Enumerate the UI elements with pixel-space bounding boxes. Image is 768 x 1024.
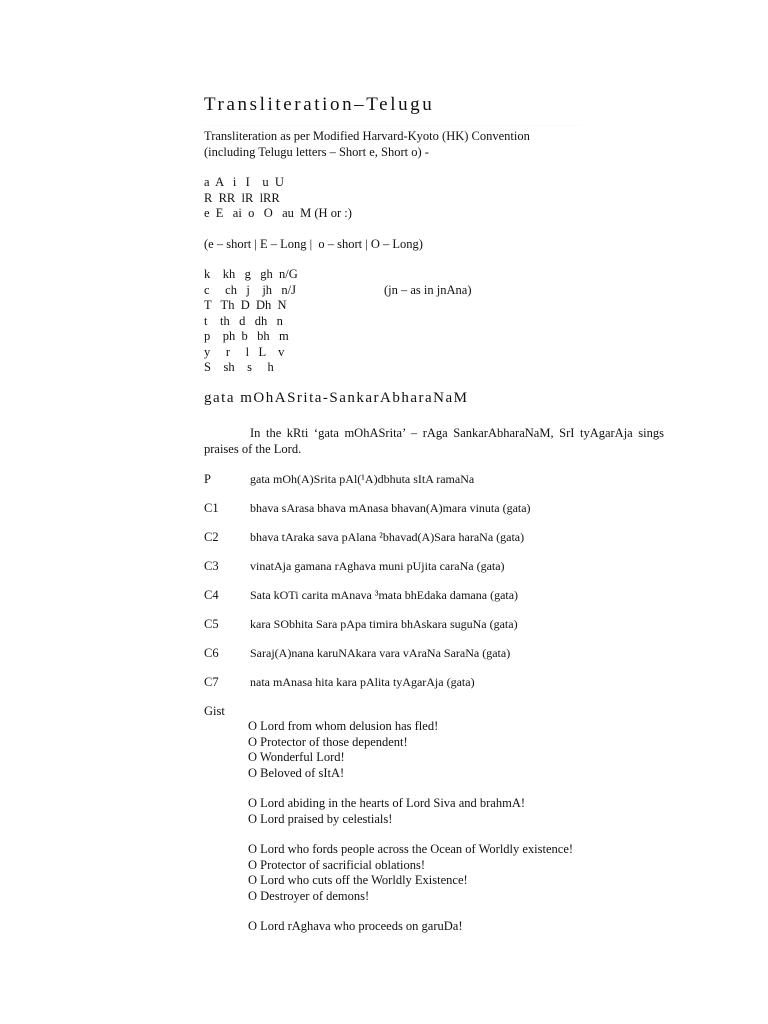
verse-label: C7: [204, 674, 219, 689]
verse-row: [204, 617, 664, 633]
gist-line: O Protector of sacrificial oblations!: [248, 857, 426, 872]
verse-label: C1: [204, 500, 219, 515]
title-divider: ______________________________________________________: [204, 116, 582, 126]
gist-group: [248, 919, 664, 935]
consonant-set: t th d dh n: [204, 313, 283, 328]
vowel-line: R RR lR lRR: [204, 190, 280, 205]
verse-label: C6: [204, 645, 219, 660]
intro-line: Transliteration as per Modified Harvard-Kyoto (HK) Convention: [204, 129, 530, 143]
consonant-row: [204, 360, 664, 376]
verse-row: [204, 559, 664, 575]
vowel-line: e E ai o O au M (H or :): [204, 206, 352, 220]
gist-line: O Lord praised by celestials!: [248, 811, 393, 826]
vowel-line: a A i I u U: [204, 175, 284, 189]
verse-text: vinatAja gamana rAghava muni pUjita caraNa (gata): [250, 558, 505, 573]
song-title: gata mOhASrita-SankarAbharaNaM: [204, 389, 469, 406]
verse-label: C5: [204, 616, 219, 631]
consonant-row: [204, 314, 664, 330]
consonant-row: [204, 345, 664, 361]
gist-heading: Gist: [204, 703, 225, 718]
consonant-set: S sh s h: [204, 360, 274, 374]
consonant-set: p ph b bh m: [204, 329, 289, 343]
consonant-row: [204, 298, 664, 314]
consonant-row: [204, 283, 664, 299]
document-title: Transliteration–Telugu: [204, 94, 435, 115]
gist-line: O Lord who cuts off the Worldly Existence!: [248, 873, 468, 887]
gist-line: O Lord rAghava who proceeds on garuDa!: [248, 919, 463, 933]
verse-row: [204, 501, 664, 517]
verse-text: nata mAnasa hita kara pAlita tyAgarAja (gata): [250, 674, 475, 689]
verse-row: [204, 588, 664, 604]
gist-group: [248, 842, 664, 904]
verse-row: [204, 472, 664, 488]
verse-row: [204, 675, 664, 691]
intro-line: (including Telugu letters – Short e, Short o) -: [204, 144, 429, 159]
verse-text: bhava tAraka sava pAlana ²bhavad(A)Sara haraNa (gata): [250, 529, 525, 544]
gist-line: O Destroyer of demons!: [248, 888, 370, 903]
verse-text: Saraj(A)nana karuNAkara vara vAraNa SaraNa (gata): [250, 645, 511, 660]
gist-group: [248, 719, 664, 781]
verse-text: Sata kOTi carita mAnava ³mata bhEdaka damana (gata): [250, 587, 519, 602]
gist-line: O Wonderful Lord!: [248, 750, 345, 764]
gist-line: O Lord who fords people across the Ocean of Worldly existence!: [248, 842, 574, 856]
consonant-set: k kh g gh n/G: [204, 267, 298, 281]
gist-line: O Protector of those dependent!: [248, 734, 408, 749]
verse-row: [204, 530, 664, 546]
length-note: (e – short | E – Long | o – short | O – Long): [204, 236, 423, 251]
gist-group: [248, 796, 664, 827]
verse-label: C2: [204, 529, 219, 544]
verse-text: bhava sArasa bhava mAnasa bhavan(A)mara vinuta (gata): [250, 500, 531, 515]
verse-text: kara SObhita Sara pApa timira bhAskara suguNa (gata): [250, 616, 518, 631]
consonant-set: c ch j jh n/J: [204, 282, 297, 297]
verse-label: C4: [204, 587, 219, 602]
gist-line: O Lord abiding in the hearts of Lord Siva and brahmA!: [248, 796, 526, 810]
song-intro: In the kRti ‘gata mOhASrita’ – rAga SankarAbharaNaM, SrI tyAgarAja sings praises of the Lord.: [204, 425, 664, 456]
gist-line: O Beloved of sItA!: [248, 765, 345, 780]
document-page: [204, 94, 664, 935]
consonant-row: [204, 267, 664, 283]
verse-text: gata mOh(A)Srita pAl(¹A)dbhuta sItA ramaNa: [250, 471, 475, 486]
verse-label: P: [204, 471, 211, 486]
consonant-set: y r l L v: [204, 344, 285, 359]
consonant-row: [204, 329, 664, 345]
consonant-set: T Th D Dh N: [204, 298, 287, 312]
verse-label: C3: [204, 558, 219, 573]
verse-row: [204, 646, 664, 662]
gist-line: O Lord from whom delusion has fled!: [248, 719, 439, 733]
consonant-note: (jn – as in jnAna): [384, 282, 472, 297]
